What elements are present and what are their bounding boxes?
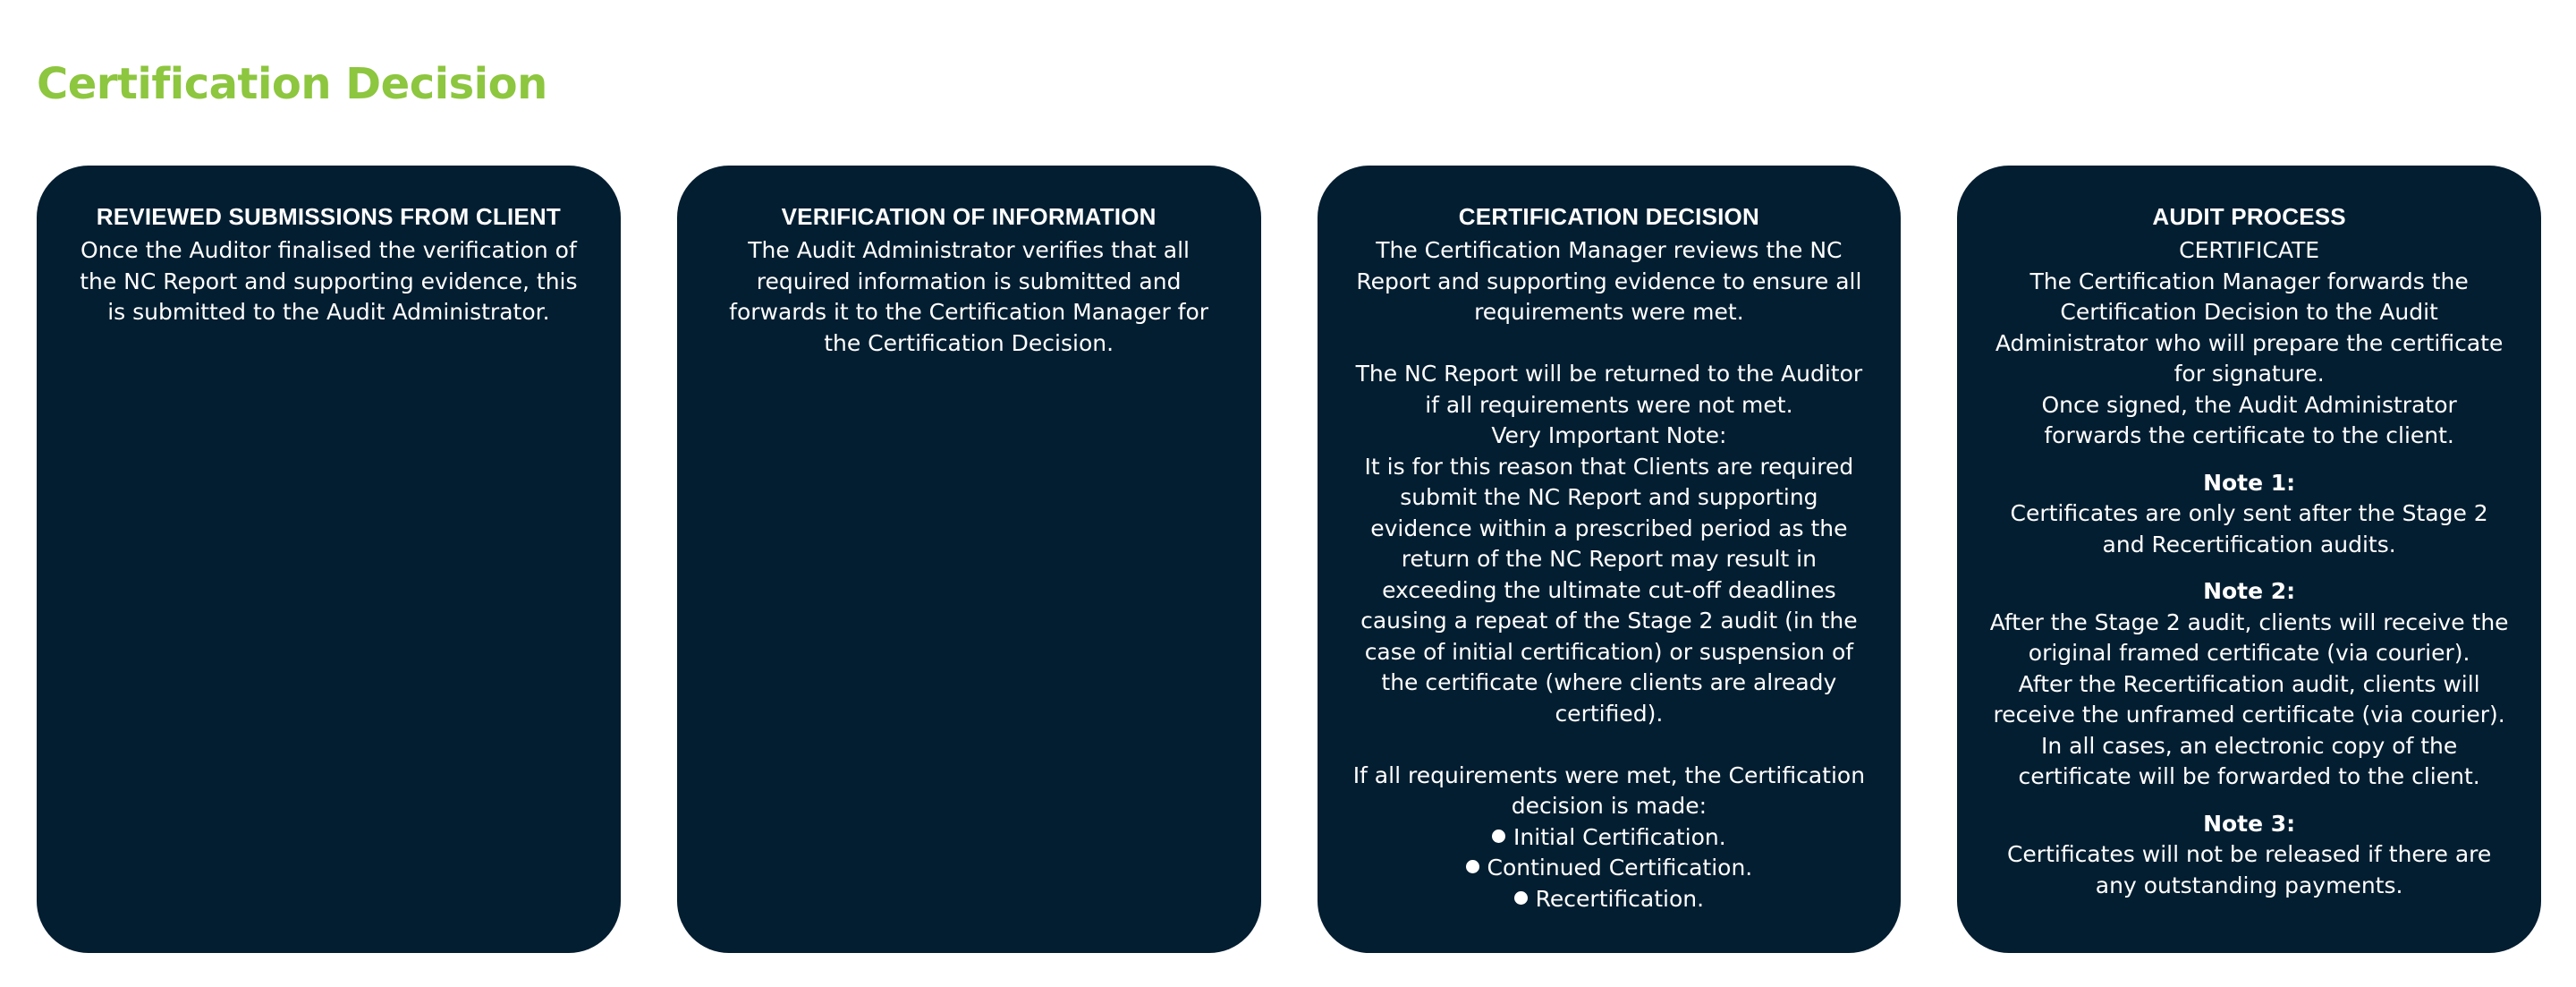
card-paragraph: The Audit Administrator verifies that all required information is submitted and forwards it to the Certification Manager for the Certification Decision. [729,237,1209,356]
card-paragraph: The Certification Manager forwards the Certification Decision to the Audit Administrator who will prepare the certificate for signature. Once signed, the Audit Administrator forwards the certificate to the client. [1995,268,2504,448]
card-heading: REVIEWED SUBMISSIONS FROM CLIENT [96,203,561,230]
card-subheading: CERTIFICATE [2179,237,2320,263]
bullet-label: Continued Certification. [1487,855,1753,881]
card-certification-decision [1318,166,1902,953]
card-paragraph: If all requirements were met, the Certification decision is made: [1352,762,1866,819]
card-paragraph: It is for this reason that Clients are required submit the NC Report and supporting evidence within a prescribed period as the return of the NC Report may result in exceeding the ultimate cut-off deadlines causing a repeat of the Stage 2 audit (in the case of initial certification) or suspension of the certificate (where clients are already certified). [1360,453,1858,727]
note-text: Certificates will not be released if there are any outstanding payments. [2006,841,2492,898]
bullet-item [1350,822,1869,854]
spacer [1350,328,1869,360]
bullet-item [1350,884,1869,915]
card-paragraph: The Certification Manager reviews the NC Report and supporting evidence to ensure all requirements were met. [1356,237,1862,325]
page-title: Certification Decision [37,59,547,109]
bullet-item [1350,853,1869,884]
card-paragraph: Once the Auditor finalised the verification of the NC Report and supporting evidence, this is submitted to the Audit Administrator. [80,237,578,325]
card-body [1350,235,1869,915]
card-heading: VERIFICATION OF INFORMATION [781,203,1157,230]
card-body [709,235,1229,359]
spacer [1350,729,1869,761]
note-title: Note 1: [2203,469,2296,496]
bullet-dot-icon [1466,860,1479,873]
bullet-label: Initial Certification. [1513,823,1726,850]
note-title: Note 3: [2203,810,2296,837]
bullet-dot-icon [1514,891,1528,905]
card-heading: AUDIT PROCESS [2152,203,2346,230]
card-audit-process [1957,166,2541,953]
bullet-label: Recertification. [1535,885,1705,912]
note-title: Note 2: [2203,578,2296,604]
card-body [69,235,589,328]
note-text: After the Stage 2 audit, clients will receive the original framed certificate (via courier). After the Recertification audit, clients will receive the unframed certificate (via courier). In all cases, an electronic copy of the certificate will be forwarded to the client. [1989,608,2509,789]
process-cards [37,166,2541,953]
important-note-label: Very Important Note: [1491,422,1727,448]
card-reviewed-submissions [37,166,621,953]
card-body [1989,235,2509,901]
note-text: Certificates are only sent after the Stage 2 and Recertification audits. [2010,500,2488,557]
card-verification-of-information [677,166,1261,953]
bullet-dot-icon [1492,830,1505,843]
card-heading: CERTIFICATION DECISION [1458,203,1759,230]
card-paragraph: The NC Report will be returned to the Auditor if all requirements were not met. [1355,361,1863,418]
